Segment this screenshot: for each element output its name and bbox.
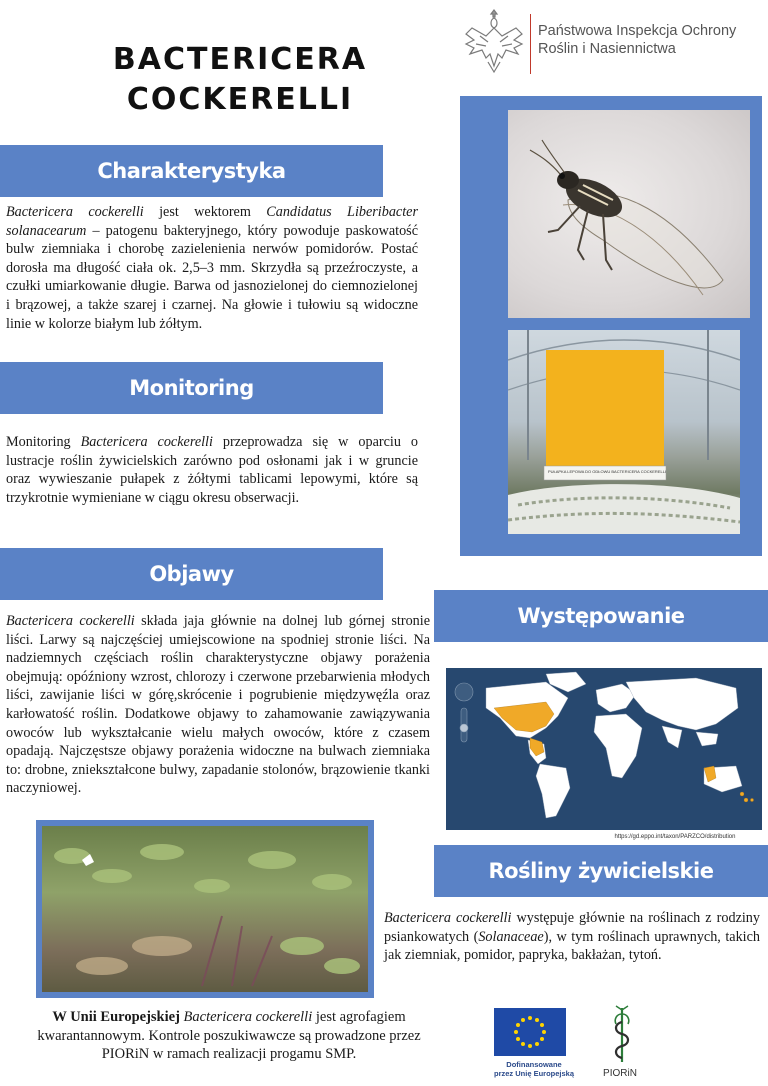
heading-label: Monitoring — [129, 376, 254, 400]
logo-divider — [530, 14, 531, 74]
polish-eagle-emblem-icon — [460, 6, 528, 76]
section-heading-rosliny — [434, 845, 768, 897]
piorin-caption: PIORiN — [603, 1068, 637, 1079]
text-run: Bactericera cockerelli — [6, 613, 135, 629]
eu-caption-line-1: Dofinansowane — [506, 1060, 562, 1069]
rosliny-text — [384, 909, 760, 965]
title-line-1: BACTERICERA — [112, 42, 368, 77]
text-run: składa jaja głównie na dolnej lub górnej stronie liści. Larwy są najczęściej umiejscowione na spodniej stronie liści. Na nadziemnych częściach roślin charakterystyczne objawy porażenia obejmują: opóźniony wzrost, chlorozy i czerwone przebarwienia młodych liści, zawijanie liści w górę,skrócenie i pogrubienie międzywęźla oraz karłowatość roślin. Dodatkowe objawy to zahamowanie zawiązywania owoców lub wykształcanie wielu małych owoców, które z czasem opadają. Najczęstsze objawy porażenia widoczne na bulwach ziemniaka to: drobne, zniekształcone bulwy, zapadanie stolonów, brązowienie tkanki naczyniowej. — [6, 613, 430, 797]
text-run: Bactericera cockerelli — [384, 910, 512, 926]
text-run: występuje głównie na roślinach z rodziny psiankowatych ( — [384, 910, 760, 945]
insect-photo — [508, 110, 750, 318]
heading-label: Objawy — [149, 562, 234, 586]
institution-name — [538, 22, 760, 58]
title-line-2: COCKERELLI — [126, 82, 354, 117]
plant-photo — [42, 826, 368, 992]
text-run: W Unii Europejskiej — [52, 1009, 184, 1025]
heading-label: Charakterystyka — [97, 159, 286, 183]
text-run: Bactericera cockerelli — [183, 1009, 313, 1025]
world-map-image — [446, 668, 762, 830]
section-heading-wystepowanie — [434, 590, 768, 642]
institution-name-line-2: Roślin i Nasiennictwa — [538, 41, 676, 57]
text-run: Bactericera cockerelli — [6, 204, 144, 220]
institution-logo — [460, 6, 760, 76]
eu-caption-line-2: przez Unię Europejską — [493, 1069, 575, 1078]
eu-logo — [484, 1008, 584, 1082]
distribution-map — [446, 668, 762, 830]
monitoring-text — [6, 433, 418, 507]
photo-frame — [460, 96, 762, 556]
piorin-emblem-icon — [602, 1004, 642, 1066]
trap-sign-text: PUŁAPKA LEPOWA DO ODŁOWU BACTERICERA COCKERELLI — [547, 469, 667, 474]
charakterystyka-text — [6, 203, 418, 333]
psyllid-insect-image — [508, 110, 750, 318]
map-credit: https://gd.eppo.int/taxon/PARZCO/distribution — [614, 834, 736, 840]
heading-label: Rośliny żywicielskie — [488, 859, 714, 883]
heading-label: Występowanie — [517, 604, 685, 628]
eu-caption — [478, 1060, 590, 1078]
plant-photo-frame — [36, 820, 374, 998]
section-heading-charakterystyka — [0, 145, 383, 197]
section-heading-objawy — [0, 548, 383, 600]
piorin-logo — [590, 1004, 650, 1084]
text-run: Bactericera cockerelli — [80, 434, 213, 450]
text-run: jest agrofagiem kwarantannowym. Kontrole poszukiwawcze są prowadzone przez PIORiN w ramach realizacji progamu SMP. — [37, 1009, 421, 1062]
section-heading-monitoring — [0, 362, 383, 414]
objawy-text — [6, 612, 430, 798]
trap-photo — [508, 330, 740, 534]
greenhouse-trap-image — [508, 330, 740, 534]
text-run: Candidatus Liberibacter solanacearum — [6, 204, 418, 239]
footer-text — [34, 1008, 424, 1064]
text-run: Solanaceae — [478, 928, 544, 945]
text-run: Monitoring — [6, 434, 81, 450]
institution-name-line-1: Państwowa Inspekcja Ochrony — [538, 23, 737, 39]
eu-flag-icon — [494, 1008, 566, 1056]
text-run: przeprowadza się w oparciu o lustracje roślin żywicielskich zarówno pod osłonami jak i w gruncie oraz wywieszanie pułapek z żółtymi tablicami lepowymi, które są trzykrotnie wymieniane w ciągu okresu obserwacji. — [6, 434, 418, 506]
text-run: – patogenu bakteryjnego, który powoduje paskowatość bulw ziemniaka i chorobę zazielenienia nerwów pomidorów. Postać dorosła ma długość ciała ok. 2,5–3 mm. Skrzydła są przeźroczyste, a czułki umiarkowanie długie. Barwa od jasnozielonej do ciemnozielonej i brązowej, a także szarej i czarnej. Na głowie i tułowiu są widoczne linie w kolorze białym lub żółtym. — [6, 222, 418, 332]
text-run: ), w tym roślinach uprawnych, takich jak ziemniak, pomidor, papryka, bakłażan, tytoń. — [384, 928, 760, 964]
text-run: jest wektorem — [143, 204, 267, 220]
infested-plants-image — [42, 826, 368, 992]
page-title — [70, 40, 410, 120]
